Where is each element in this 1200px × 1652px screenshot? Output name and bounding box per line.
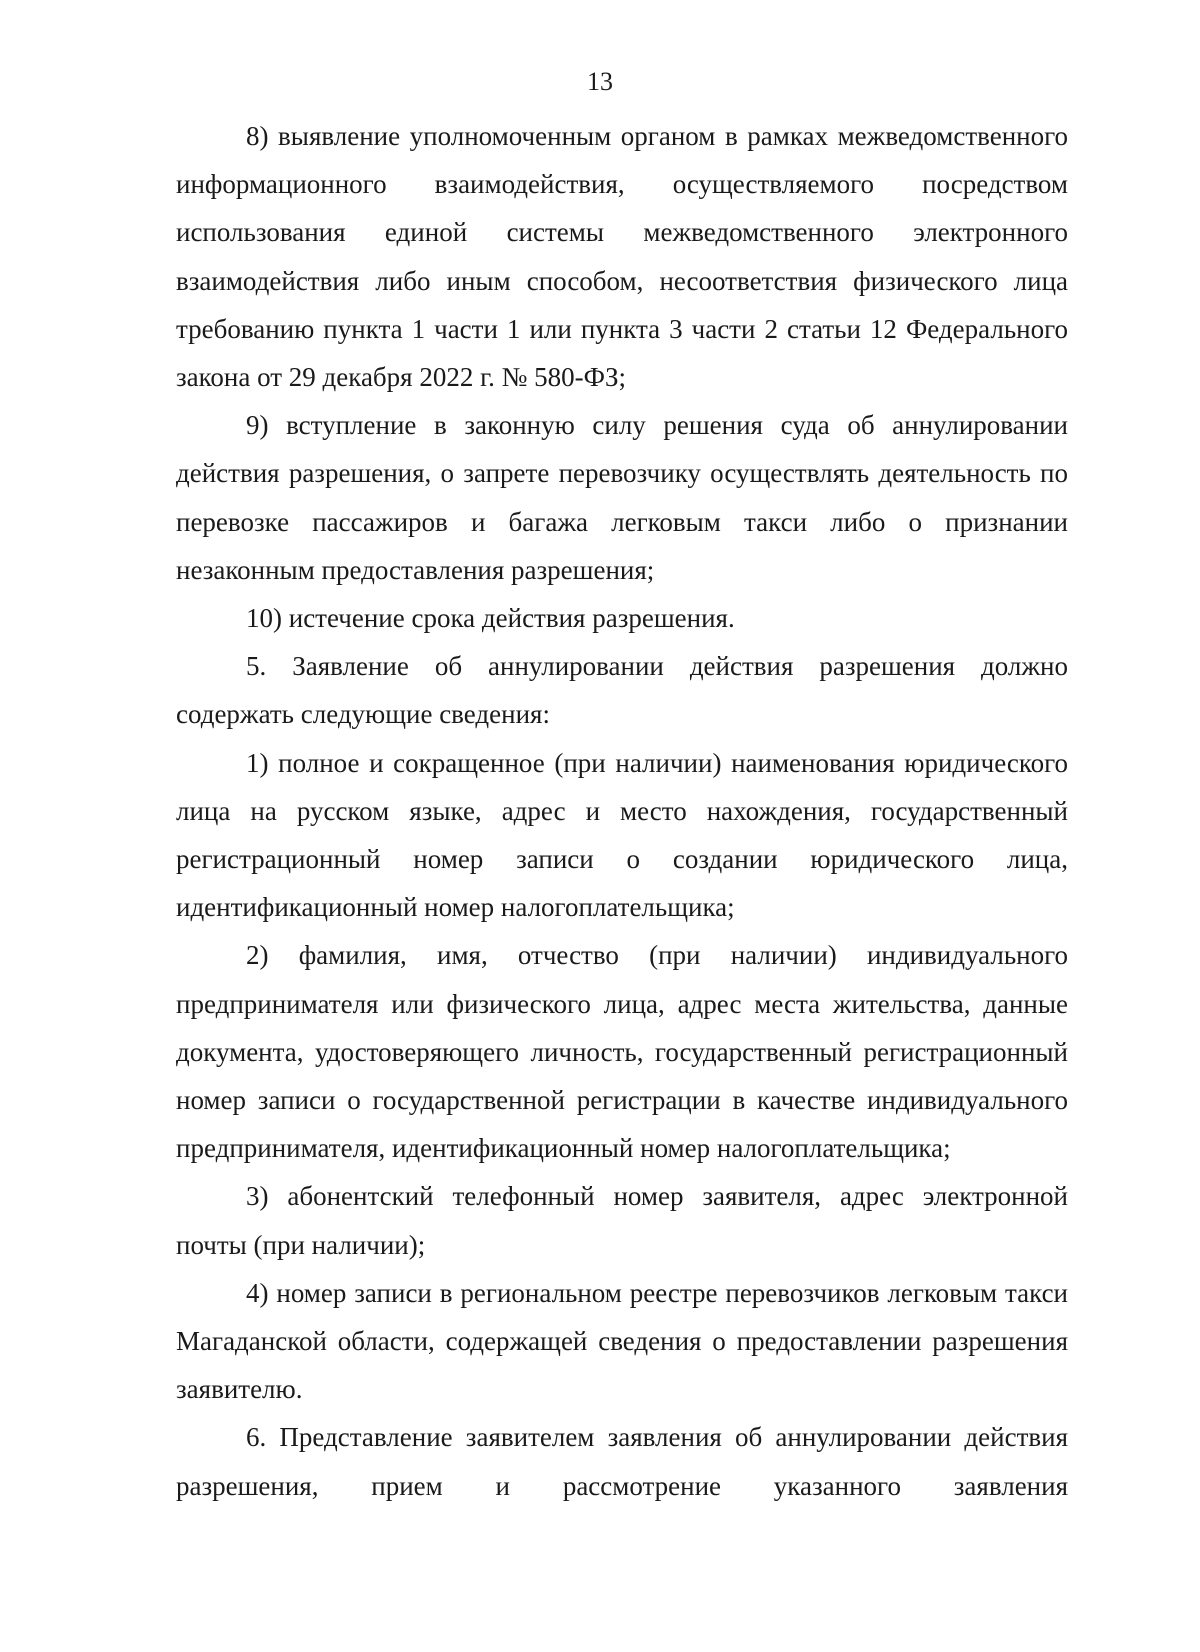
paragraph-item-9: 9) вступление в законную силу решения суда об аннулировании действия разрешения, о запрете перевозчику осуществлять деятельность по перевозке пассажиров и багажа легковым такси либо о признании незаконным предоставления разрешения; [176,410,1068,585]
paragraph-subitem-4: 4) номер записи в региональном реестре перевозчиков легковым такси Магаданской области, содержащей сведения о предоставлении разрешения заявителю. [176,1277,1068,1405]
document-body [176,112,1068,1510]
paragraph-item-8: 8) выявление уполномоченным органом в рамках межведомственного информационного взаимодействия, осуществляемого посредством использования единой системы межведомственного электронного взаимодействия либо иным способом, несоответствия физического лица требованию пункта 1 части 1 или пункта 3 части 2 статьи 12 Федерального закона от 29 декабря 2022 г. № 580-ФЗ; [176,121,1068,393]
paragraph-subitem-3: 3) абонентский телефонный номер заявителя, адрес электронной почты (при наличии); [176,1181,1068,1260]
paragraph-subitem-1: 1) полное и сокращенное (при наличии) наименования юридического лица на русском языке, адрес и место нахождения, государственный регистрационный номер записи о создании юридического лица, идентификационный номер налогоплательщика; [176,747,1068,923]
paragraph-section-6: 6. Представление заявителем заявления об аннулировании действия разрешения, прием и рассмотрение указанного заявления [176,1422,1068,1501]
paragraph-item-10: 10) истечение срока действия разрешения. [246,603,735,634]
paragraph-section-5: 5. Заявление об аннулировании действия разрешения должно содержать следующие сведения: [176,651,1068,730]
paragraph-subitem-2: 2) фамилия, имя, отчество (при наличии) индивидуального предпринимателя или физического лица, адрес места жительства, данные документа, удостоверяющего личность, государственный регистрационный номер записи о государственной регистрации в качестве индивидуального предпринимателя, идентификационный номер налогоплательщика; [176,940,1068,1164]
page-number: 13 [587,67,613,96]
